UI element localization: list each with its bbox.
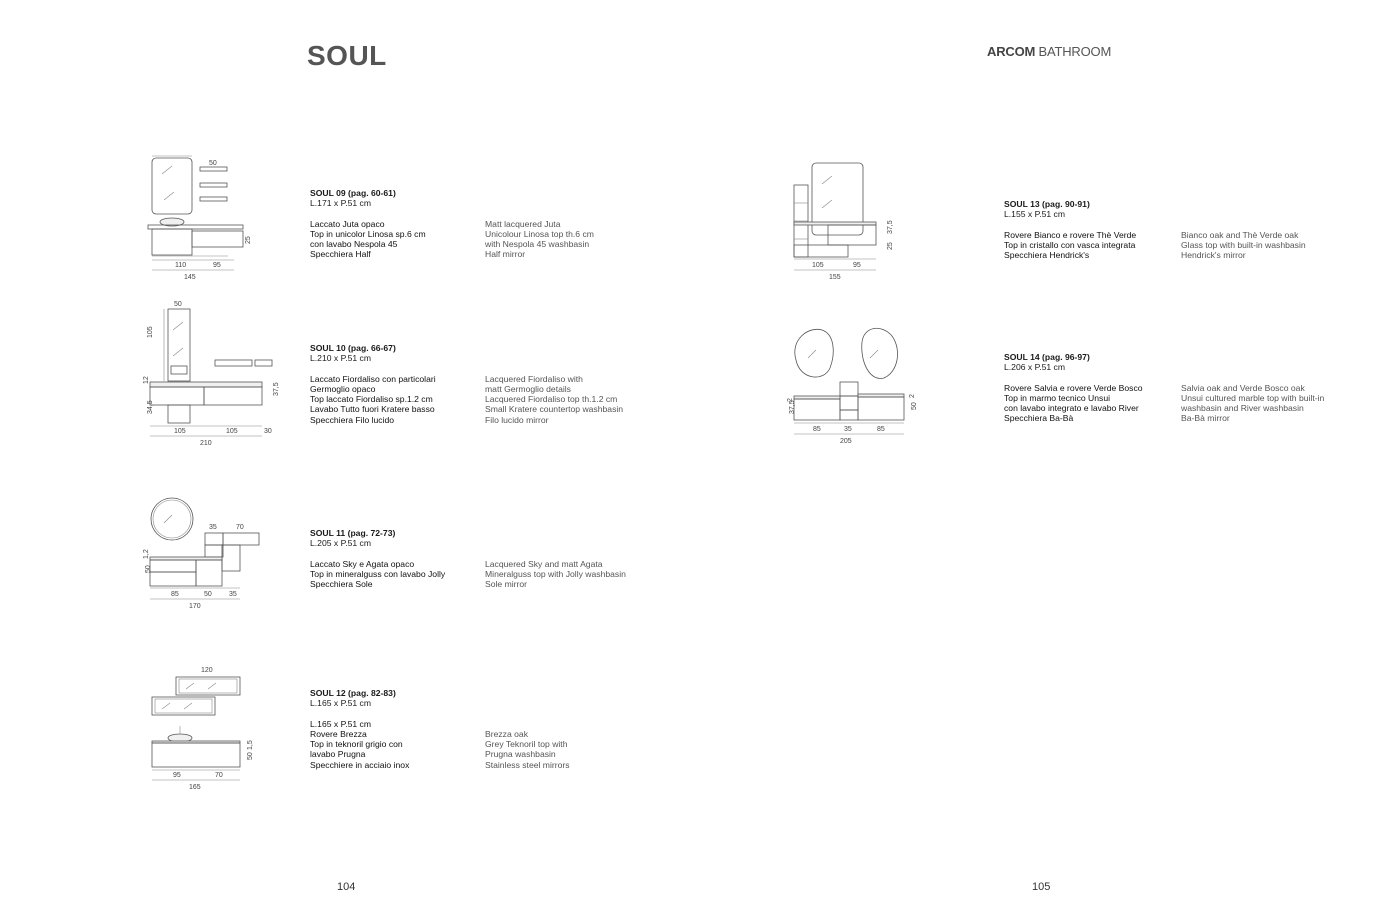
page-number-right: 105 — [1032, 881, 1051, 893]
soul14-desc-it: Rovere Salvia e rovere Verde Bosco Top in marmo tecnico Unsui con lavabo integrato e lavabo River Specchiera Ba-Bà — [1004, 382, 1143, 424]
soul10-heading: SOUL 10 (pag. 66-67) — [310, 343, 396, 353]
soul09-dim-h: 25 — [245, 236, 252, 244]
soul12-heading: SOUL 12 (pag. 82-83) — [310, 688, 396, 698]
brand-logo — [987, 44, 1111, 59]
soul09-dim-top: 50 — [209, 160, 217, 167]
soul12-size-repeat: L.165 x P.51 cm — [310, 718, 371, 729]
soul11-desc-it: Laccato Sky e Agata opaco Top in mineralguss con lavabo Jolly Specchiera Sole — [310, 558, 446, 590]
soul11-dim-total: 170 — [189, 603, 201, 610]
soul11-dim-t1: 35 — [209, 524, 217, 531]
soul13-entry — [1004, 199, 1356, 260]
page-title: SOUL — [307, 40, 387, 71]
soul10-dim-v2: 12 — [143, 376, 150, 384]
soul11-dim-a: 85 — [171, 591, 179, 598]
soul09-desc-it: Laccato Juta opaco Top in unicolor Linosa sp.6 cm con lavabo Nespola 45 Specchiera Half — [310, 218, 426, 260]
soul10-drawing — [138, 298, 288, 450]
soul10-dim-b: 105 — [226, 428, 238, 435]
soul12-entry — [310, 688, 645, 770]
soul09-heading: SOUL 09 (pag. 60-61) — [310, 188, 396, 198]
soul11-dim-v1: 50 — [145, 565, 152, 573]
soul10-desc-it: Laccato Fiordaliso con particolari Germoglio opaco Top laccato Fiordaliso sp.1.2 cm Lavabo Tutto fuori Kratere basso Specchiera Filo lucido — [310, 373, 436, 425]
soul12-dim-v2: 1,5 — [247, 740, 254, 750]
soul12-dim-b: 70 — [215, 772, 223, 779]
soul10-entry — [310, 343, 645, 425]
soul10-dim-top: 50 — [174, 301, 182, 308]
soul13-drawing — [788, 158, 898, 284]
soul13-heading: SOUL 13 (pag. 90-91) — [1004, 199, 1090, 209]
soul10-dim-c: 30 — [264, 428, 272, 435]
soul12-dim-a: 95 — [173, 772, 181, 779]
soul10-dim-h: 37,5 — [273, 382, 280, 396]
soul12-drawing — [138, 664, 268, 794]
soul10-dim-v3: 34,5 — [147, 400, 154, 414]
soul13-desc-it: Rovere Bianco e rovere Thè Verde Top in cristallo con vasca integrata Specchiera Hendrick's — [1004, 229, 1137, 261]
soul12-desc-it — [310, 719, 485, 770]
soul12-dim-total: 165 — [189, 784, 201, 791]
soul13-dim-v2: 25 — [887, 242, 894, 250]
soul09-dim-a: 110 — [175, 262, 187, 269]
page-number-left: 104 — [337, 881, 356, 893]
soul12-desc-en — [485, 719, 645, 770]
soul14-drawing — [782, 322, 922, 450]
soul12-size: L.165 x P.51 cm — [310, 698, 371, 709]
soul11-desc-en: Lacquered Sky and matt Agata Mineralguss top with Jolly washbasin Sole mirror — [485, 558, 626, 590]
soul13-desc-en: Bianco oak and Thè Verde oak Glass top with built-in washbasin Hendrick's mirror — [1181, 229, 1306, 261]
soul10-dim-total: 210 — [200, 440, 212, 447]
soul14-dim-c: 85 — [877, 426, 885, 433]
soul12-dim-v1: 50 — [247, 752, 254, 760]
soul14-desc-en: Salvia oak and Verde Bosco oak Unsui cultured marble top with built-in washbasin and River washbasin Ba-Bà mirror — [1181, 382, 1325, 424]
soul09-dim-b: 95 — [213, 262, 221, 269]
soul09-drawing — [138, 152, 258, 284]
soul10-dim-a: 105 — [174, 428, 186, 435]
soul11-dim-v2: 1,2 — [143, 549, 150, 559]
soul14-dim-r1: 50 — [911, 402, 918, 410]
soul13-size: L.155 x P.51 cm — [1004, 209, 1065, 220]
brand-category: BATHROOM — [1035, 44, 1112, 59]
soul11-dim-c: 35 — [229, 591, 237, 598]
soul09-dim-total: 145 — [184, 274, 196, 281]
soul12-desc-it-lines: Rovere Brezza Top in teknoril grigio con lavabo Prugna Specchiere in acciaio inox — [310, 728, 410, 770]
soul11-heading: SOUL 11 (pag. 72-73) — [310, 528, 396, 538]
soul09-entry — [310, 188, 645, 260]
soul14-dim-l2: 2 — [787, 398, 794, 402]
soul11-dim-t2: 70 — [236, 524, 244, 531]
soul10-dim-v1: 105 — [147, 326, 154, 338]
soul14-dim-a: 85 — [813, 426, 821, 433]
soul14-dim-b: 35 — [844, 426, 852, 433]
soul11-size: L.205 x P.51 cm — [310, 538, 371, 549]
soul13-dim-b: 95 — [853, 262, 861, 269]
soul14-size: L.206 x P.51 cm — [1004, 362, 1065, 373]
soul09-desc-en: Matt lacquered Juta Unicolour Linosa top th.6 cm with Nespola 45 washbasin Half mirror — [485, 218, 594, 260]
soul14-heading: SOUL 14 (pag. 96-97) — [1004, 352, 1090, 362]
soul11-drawing — [138, 495, 268, 611]
soul11-entry — [310, 528, 645, 589]
soul14-entry — [1004, 352, 1356, 424]
soul12-desc-en-lines: Brezza oak Grey Teknoril top with Prugna washbasin Stainless steel mirrors — [485, 728, 570, 770]
soul14-dim-total: 205 — [840, 438, 852, 445]
soul11-dim-b: 50 — [204, 591, 212, 598]
soul09-size: L.171 x P.51 cm — [310, 198, 371, 209]
soul10-size: L.210 x P.51 cm — [310, 353, 371, 364]
soul12-dim-top: 120 — [201, 667, 213, 674]
soul13-dim-a: 105 — [812, 262, 824, 269]
soul14-dim-l1: 37,5 — [789, 400, 796, 414]
soul14-dim-r2: 2 — [909, 394, 916, 398]
soul13-dim-v1: 37,5 — [887, 220, 894, 234]
soul10-desc-en: Lacquered Fiordaliso with matt Germoglio details Lacquered Fiordaliso top th.1.2 cm Small Kratere countertop washbasin Filo lucido mirror — [485, 373, 624, 425]
soul13-dim-total: 155 — [829, 274, 841, 281]
brand-name: ARCOM — [987, 44, 1036, 59]
